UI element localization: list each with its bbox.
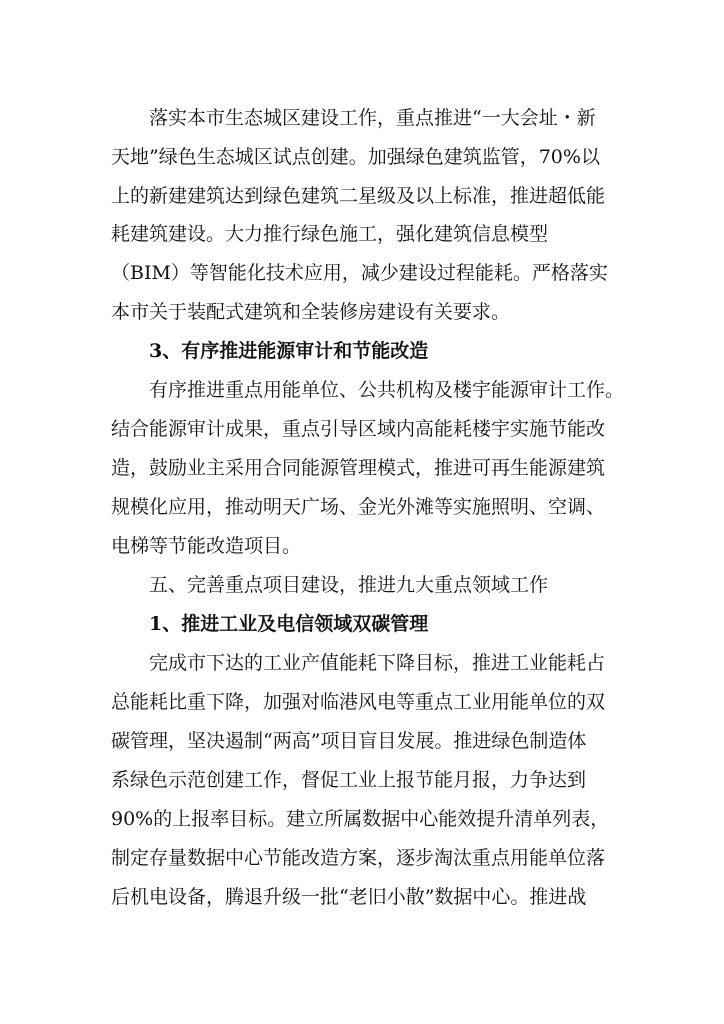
paragraph-line: 系绿色示范创建工作，督促工业上报节能月报，力争达到 [111, 769, 587, 791]
paragraph-line: 规模化应用，推动明天广场、金光外滩等实施照明、空调、 [111, 496, 606, 518]
paragraph-line: 完成市下达的工业产值能耗下降目标，推进工业能耗占 [149, 652, 606, 674]
paragraph-line: 落实本市生态城区建设工作，重点推进“一大会址・新 [149, 107, 596, 129]
paragraph-line: 耗建筑建设。大力推行绿色施工，强化建筑信息模型 [111, 223, 549, 245]
paragraph-line: 碳管理，坚决遏制“两高”项目盲目发展。推进绿色制造体 [111, 730, 587, 752]
section-heading: 3、有序推进能源审计和节能改造 [149, 340, 429, 362]
paragraph-line: 上的新建建筑达到绿色建筑二星级及以上标准，推进超低能 [111, 185, 606, 207]
chapter-heading: 五、完善重点项目建设，推进九大重点领域工作 [149, 574, 549, 596]
paragraph-line: 天地”绿色生态城区试点创建。加强绿色建筑监管，70%以 [111, 146, 600, 168]
paragraph-line: 结合能源审计成果，重点引导区域内高能耗楼宇实施节能改 [111, 418, 606, 440]
section-heading: 1、推进工业及电信领域双碳管理 [149, 613, 429, 635]
paragraph-line: 电梯等节能改造项目。 [111, 535, 302, 557]
paragraph-line: 有序推进重点用能单位、公共机构及楼宇能源审计工作。 [149, 379, 625, 401]
paragraph-line: 造，鼓励业主采用合同能源管理模式，推进可再生能源建筑 [111, 457, 606, 479]
paragraph-line: 本市关于装配式建筑和全装修房建设有关要求。 [111, 301, 511, 323]
paragraph-line: 后机电设备，腾退升级一批“老旧小散”数据中心。推进战 [111, 886, 587, 908]
paragraph-line: 总能耗比重下降，加强对临港风电等重点工业用能单位的双 [111, 691, 606, 713]
paragraph-line: 90%的上报率目标。建立所属数据中心能效提升清单列表， [111, 808, 610, 830]
paragraph-line: （BIM）等智能化技术应用，减少建设过程能耗。严格落实 [111, 262, 608, 284]
paragraph-line: 制定存量数据中心节能改造方案，逐步淘汰重点用能单位落 [111, 847, 606, 869]
